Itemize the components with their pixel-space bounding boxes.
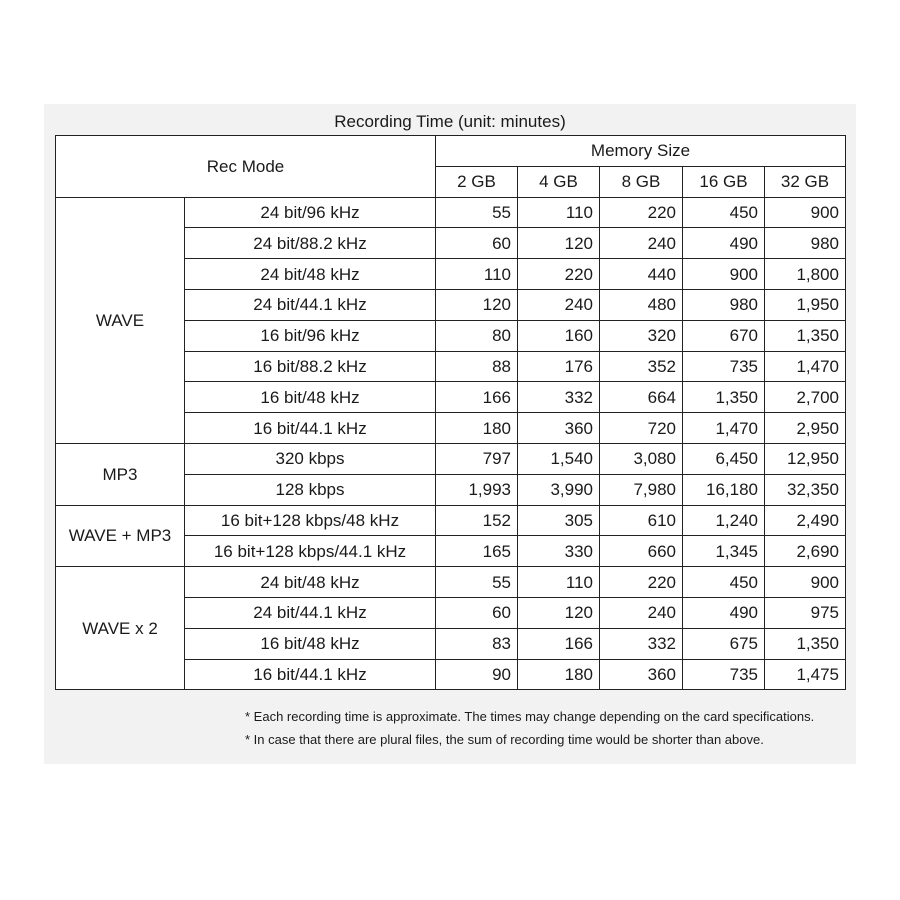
time-cell: 55 [436,197,518,228]
time-cell: 165 [436,536,518,567]
time-cell: 240 [518,289,600,320]
time-cell: 2,690 [765,536,846,567]
time-cell: 16,180 [683,474,765,505]
size-header-32gb: 32 GB [765,166,846,197]
time-cell: 735 [683,351,765,382]
rec-mode-cell: 16 bit/96 kHz [185,320,436,351]
rec-mode-cell: 24 bit/96 kHz [185,197,436,228]
time-cell: 240 [600,597,683,628]
table-row [56,567,846,598]
rec-mode-cell: 24 bit/48 kHz [185,567,436,598]
time-cell: 480 [600,289,683,320]
time-cell: 900 [683,259,765,290]
table-row [56,505,846,536]
time-cell: 720 [600,413,683,444]
time-cell: 1,475 [765,659,846,690]
time-cell: 110 [518,197,600,228]
time-cell: 1,540 [518,443,600,474]
time-cell: 12,950 [765,443,846,474]
table-body [56,197,846,690]
time-cell: 332 [518,382,600,413]
time-cell: 980 [683,289,765,320]
time-cell: 1,950 [765,289,846,320]
recording-time-table-wrap [55,135,846,690]
header-row-top [56,136,846,167]
table-title: Recording Time (unit: minutes) [334,112,566,131]
time-cell: 660 [600,536,683,567]
time-cell: 3,080 [600,443,683,474]
time-cell: 120 [436,289,518,320]
rec-mode-cell: 16 bit+128 kbps/48 kHz [185,505,436,536]
footnote-approximate: * Each recording time is approximate. The times may change depending on the card specifications. [245,709,815,724]
time-cell: 2,950 [765,413,846,444]
footnote-plural-files: * In case that there are plural files, the sum of recording time would be shorter than above. [245,732,764,747]
rec-mode-cell: 16 bit/88.2 kHz [185,351,436,382]
rec-mode-cell: 16 bit/44.1 kHz [185,659,436,690]
time-cell: 83 [436,628,518,659]
time-cell: 220 [600,197,683,228]
time-cell: 6,450 [683,443,765,474]
group-label-wave: WAVE [56,197,185,443]
time-cell: 735 [683,659,765,690]
time-cell: 88 [436,351,518,382]
time-cell: 332 [600,628,683,659]
time-cell: 120 [518,597,600,628]
group-label-wave-x-2: WAVE x 2 [56,567,185,690]
time-cell: 3,990 [518,474,600,505]
time-cell: 900 [765,567,846,598]
size-header-4gb: 4 GB [518,166,600,197]
time-cell: 80 [436,320,518,351]
time-cell: 1,350 [683,382,765,413]
time-cell: 1,350 [765,628,846,659]
time-cell: 166 [518,628,600,659]
rec-mode-cell: 24 bit/44.1 kHz [185,597,436,628]
time-cell: 55 [436,567,518,598]
time-cell: 240 [600,228,683,259]
recording-time-table [55,135,846,690]
rec-mode-cell: 320 kbps [185,443,436,474]
table-row [56,197,846,228]
time-cell: 330 [518,536,600,567]
size-header-16gb: 16 GB [683,166,765,197]
rec-mode-cell: 24 bit/44.1 kHz [185,289,436,320]
time-cell: 2,490 [765,505,846,536]
time-cell: 110 [518,567,600,598]
time-cell: 797 [436,443,518,474]
time-cell: 975 [765,597,846,628]
group-label-mp3: MP3 [56,443,185,505]
time-cell: 675 [683,628,765,659]
time-cell: 90 [436,659,518,690]
time-cell: 352 [600,351,683,382]
time-cell: 60 [436,228,518,259]
group-label-wave-mp3: WAVE + MP3 [56,505,185,567]
rec-mode-cell: 16 bit/48 kHz [185,382,436,413]
footnotes [245,705,814,751]
time-cell: 1,240 [683,505,765,536]
time-cell: 360 [518,413,600,444]
rec-mode-cell: 24 bit/88.2 kHz [185,228,436,259]
time-cell: 220 [518,259,600,290]
time-cell: 980 [765,228,846,259]
time-cell: 110 [436,259,518,290]
time-cell: 2,700 [765,382,846,413]
time-cell: 1,470 [683,413,765,444]
rec-mode-cell: 128 kbps [185,474,436,505]
time-cell: 60 [436,597,518,628]
time-cell: 305 [518,505,600,536]
time-cell: 166 [436,382,518,413]
time-cell: 610 [600,505,683,536]
time-cell: 490 [683,597,765,628]
time-cell: 1,345 [683,536,765,567]
rec-mode-cell: 16 bit/44.1 kHz [185,413,436,444]
time-cell: 320 [600,320,683,351]
rec-mode-cell: 16 bit/48 kHz [185,628,436,659]
table-row [56,443,846,474]
time-cell: 1,470 [765,351,846,382]
time-cell: 1,350 [765,320,846,351]
time-cell: 664 [600,382,683,413]
time-cell: 440 [600,259,683,290]
time-cell: 160 [518,320,600,351]
rec-mode-cell: 16 bit+128 kbps/44.1 kHz [185,536,436,567]
size-header-2gb: 2 GB [436,166,518,197]
time-cell: 490 [683,228,765,259]
time-cell: 900 [765,197,846,228]
rec-mode-cell: 24 bit/48 kHz [185,259,436,290]
time-cell: 176 [518,351,600,382]
memory-size-header: Memory Size [436,136,846,167]
time-cell: 1,800 [765,259,846,290]
time-cell: 670 [683,320,765,351]
time-cell: 152 [436,505,518,536]
time-cell: 32,350 [765,474,846,505]
time-cell: 450 [683,567,765,598]
time-cell: 220 [600,567,683,598]
time-cell: 180 [518,659,600,690]
time-cell: 1,993 [436,474,518,505]
time-cell: 120 [518,228,600,259]
size-header-8gb: 8 GB [600,166,683,197]
time-cell: 180 [436,413,518,444]
time-cell: 360 [600,659,683,690]
rec-mode-header: Rec Mode [56,136,436,198]
time-cell: 7,980 [600,474,683,505]
time-cell: 450 [683,197,765,228]
